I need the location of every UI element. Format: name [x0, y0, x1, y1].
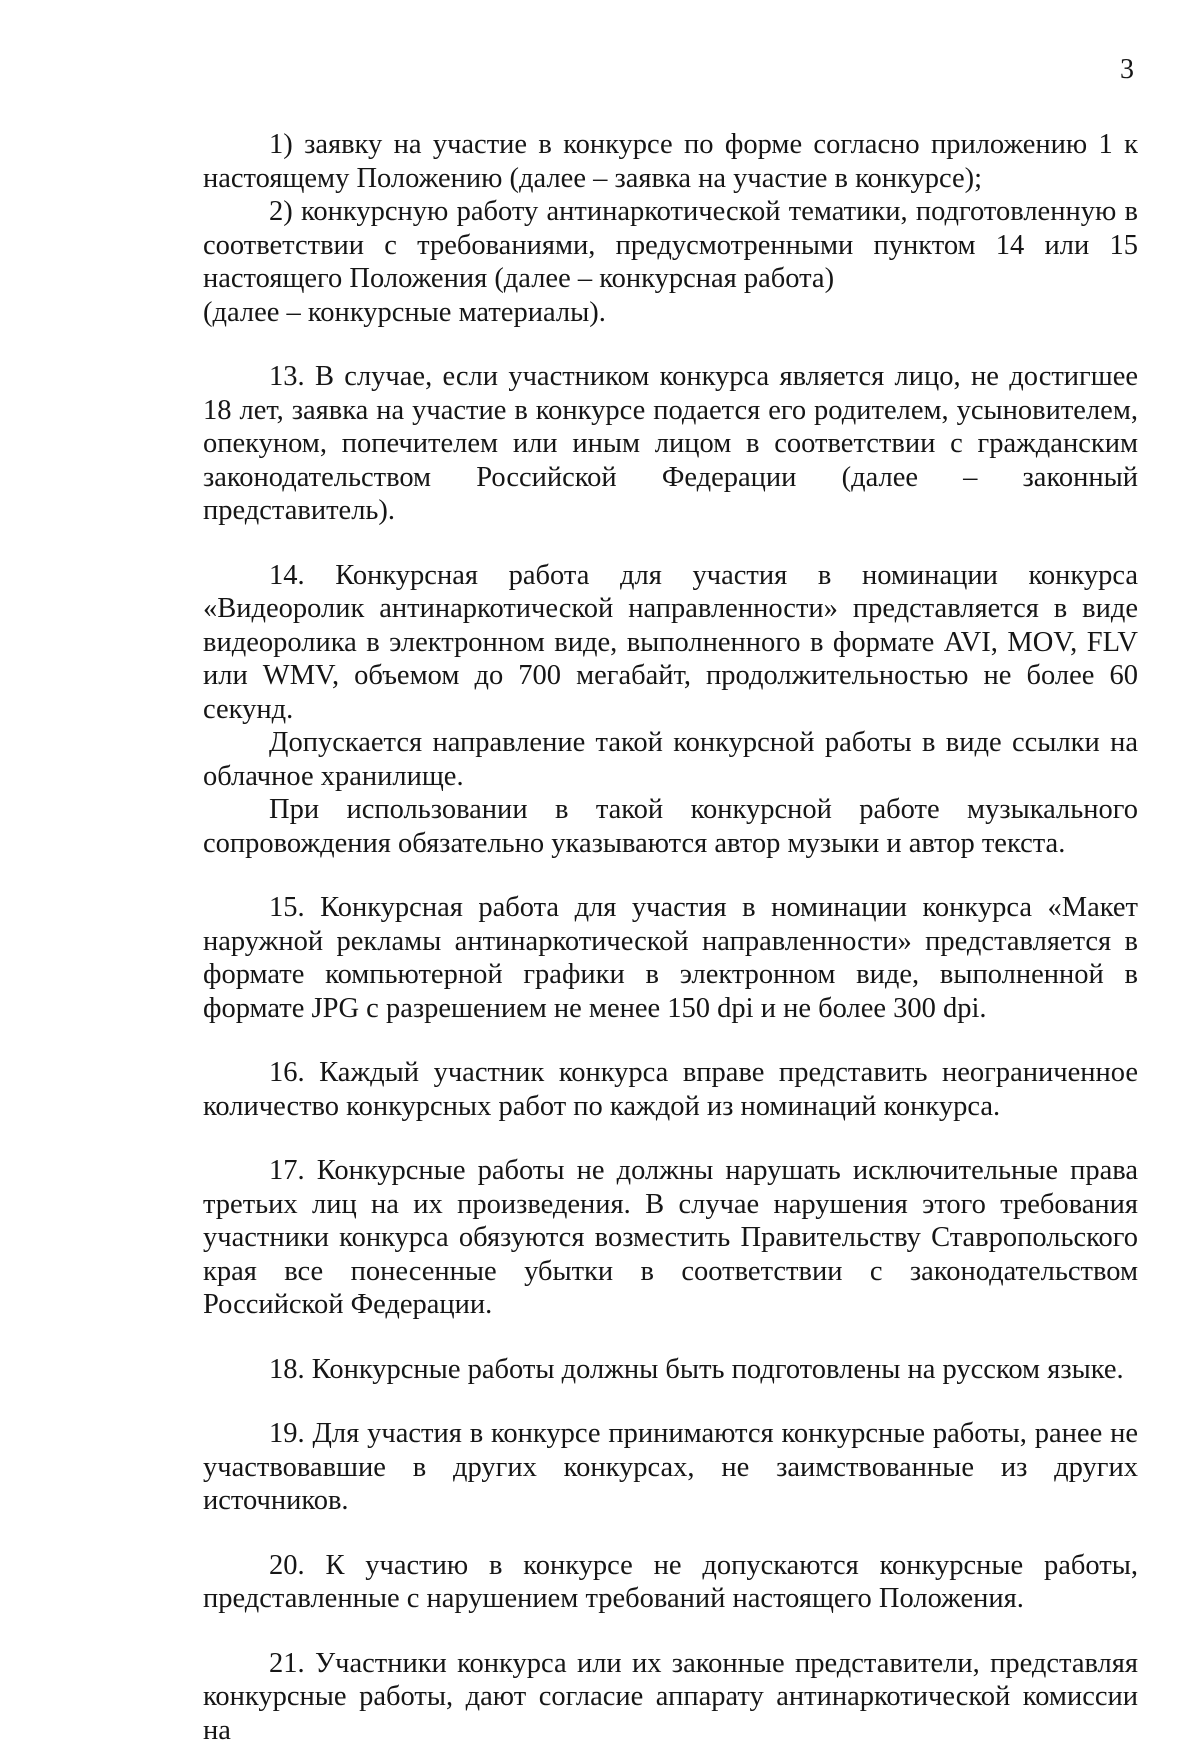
paragraph-18: 18. Конкурсные работы должны быть подготовлены на русском языке. — [203, 1353, 1138, 1387]
paragraph-17: 17. Конкурсные работы не должны нарушать исключительные права третьих лиц на их произведения. В случае нарушения этого требования участники конкурса обязуются возместить Правительству Ставропольского края все понесенные убытки в соответствии с законодательством Российской Федерации. — [203, 1154, 1138, 1322]
paragraph-20: 20. К участию в конкурсе не допускаются конкурсные работы, представленные с нарушением требований настоящего Положения. — [203, 1549, 1138, 1616]
paragraph-21: 21. Участники конкурса или их законные представители, представляя конкурсные работы, дают согласие аппарату антинаркотической комиссии на — [203, 1647, 1138, 1747]
paragraph-15: 15. Конкурсная работа для участия в номинации конкурса «Макет наружной рекламы антинаркотической направленности» представляется в формате компьютерной графики в электронном виде, выполненной в формате JPG с разрешением не менее 150 dpi и не более 300 dpi. — [203, 891, 1138, 1025]
paragraph-14-cloud-link: Допускается направление такой конкурсной работы в виде ссылки на облачное хранилище. — [203, 726, 1138, 793]
paragraph-13: 13. В случае, если участником конкурса является лицо, не достигшее 18 лет, заявка на участие в конкурсе подается его родителем, усыновителем, опекуном, попечителем или иным лицом в соответствии с гражданским законодательством Российской Федерации (далее – законный представитель). — [203, 360, 1138, 528]
paragraph-14: 14. Конкурсная работа для участия в номинации конкурса «Видеоролик антинаркотической направленности» представляется в виде видеоролика в электронном виде, выполненного в формате AVI, MOV, FLV или WMV, объемом до 700 мегабайт, продолжительностью не более 60 секунд. — [203, 559, 1138, 727]
paragraph-14-music: При использовании в такой конкурсной работе музыкального сопровождения обязательно указываются автор музыки и автор текста. — [203, 793, 1138, 860]
paragraph-12-tail: (далее – конкурсные материалы). — [203, 296, 1138, 330]
paragraph-12-item-1: 1) заявку на участие в конкурсе по форме согласно приложению 1 к настоящему Положению (далее – заявка на участие в конкурсе); — [203, 128, 1138, 195]
paragraph-16: 16. Каждый участник конкурса вправе представить неограниченное количество конкурсных работ по каждой из номинаций конкурса. — [203, 1056, 1138, 1123]
paragraph-12-item-2: 2) конкурсную работу антинаркотической тематики, подготовленную в соответствии с требованиями, предусмотренными пунктом 14 или 15 настоящего Положения (далее – конкурсная работа) — [203, 195, 1138, 296]
page-number: 3 — [1120, 54, 1134, 86]
paragraph-19: 19. Для участия в конкурсе принимаются конкурсные работы, ранее не участвовавшие в других конкурсах, не заимствованные из других источников. — [203, 1417, 1138, 1518]
document-body — [203, 128, 1138, 1747]
